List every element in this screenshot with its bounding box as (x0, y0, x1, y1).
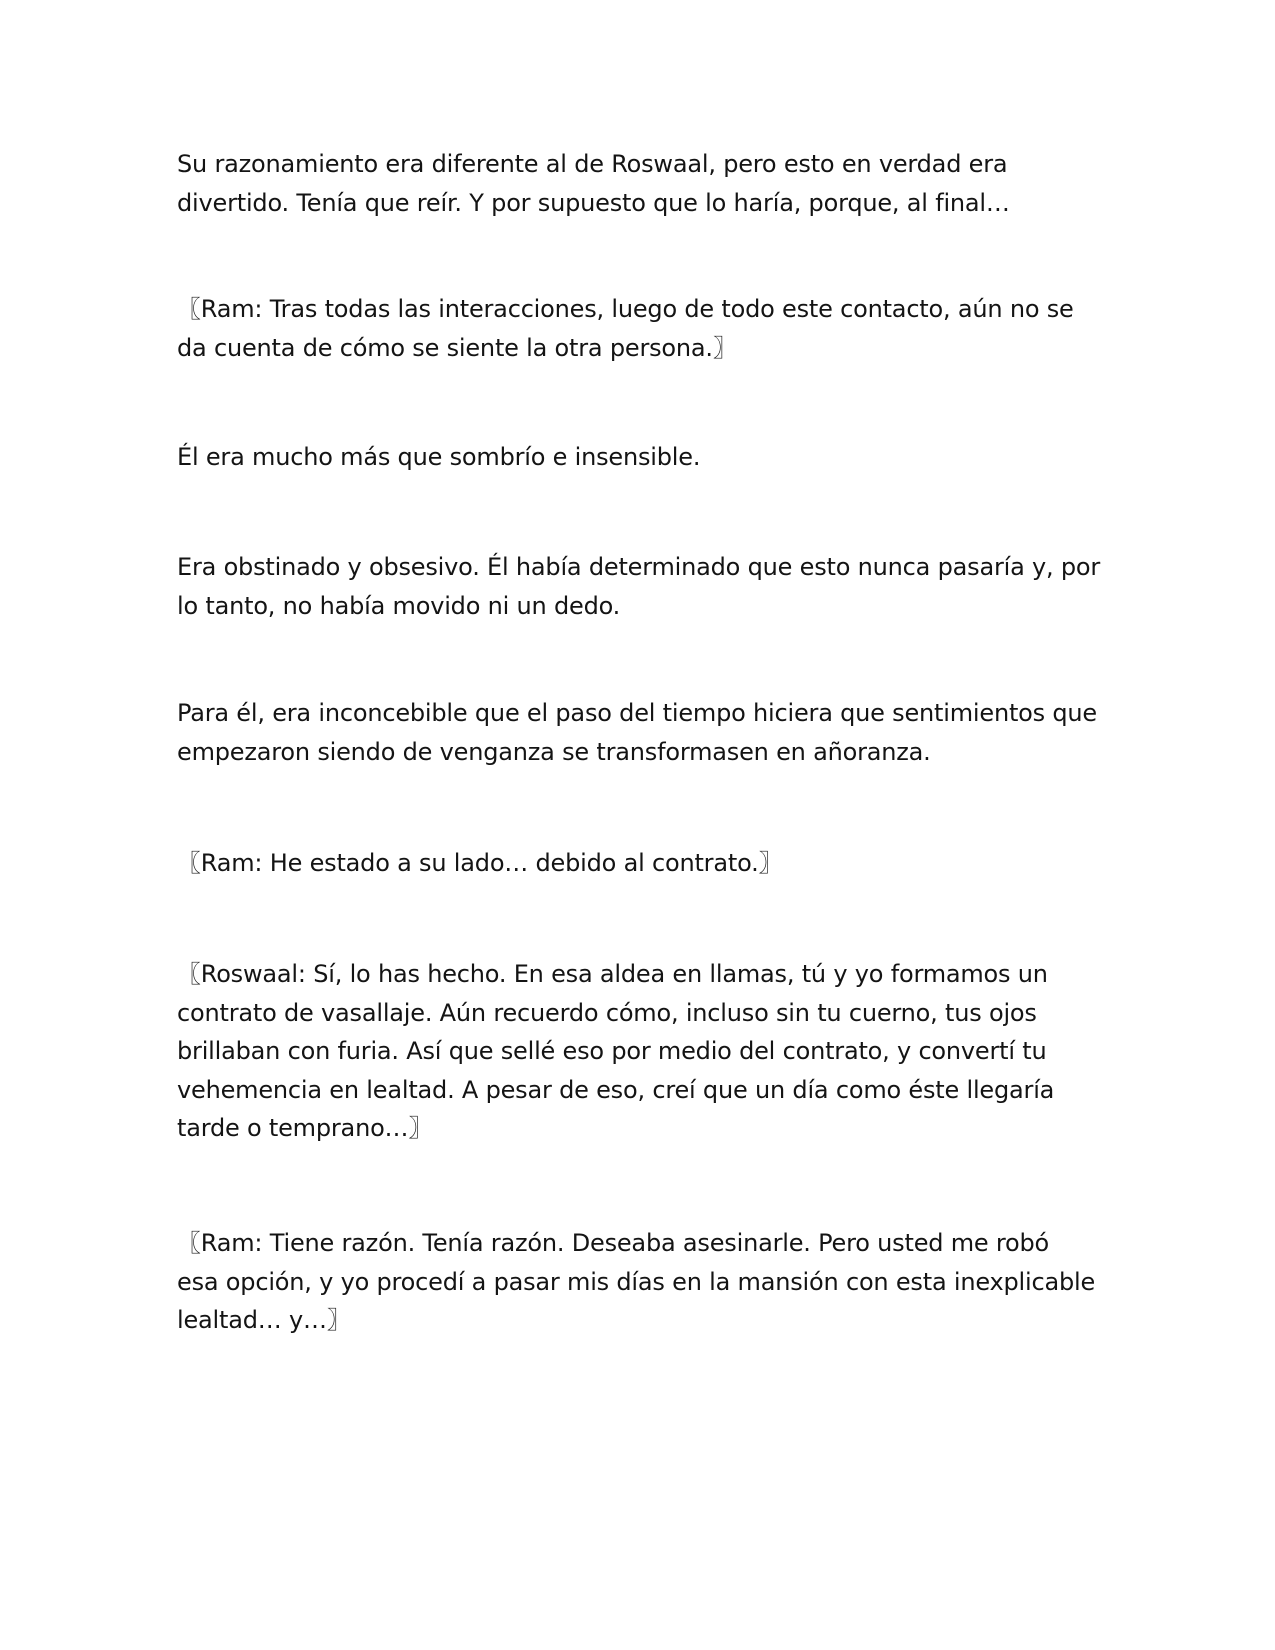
text-line: Para él, era inconcebible que el paso del tiempo hiciera que sentimientos que (177, 699, 1097, 727)
text-line: 〖Roswaal: Sí, lo has hecho. En esa aldea en llamas, tú y yo formamos un (177, 960, 1048, 988)
text-line: divertido. Tenía que reír. Y por supuesto que lo haría, porque, al final… (177, 188, 1010, 217)
text-line: Era obstinado y obsesivo. Él había determinado que esto nunca pasaría y, por (177, 553, 1101, 581)
text-line: da cuenta de cómo se siente la otra persona.〗 (177, 333, 737, 362)
text-line: esa opción, y yo procedí a pasar mis días en la mansión con esta inexplicable (177, 1267, 1096, 1296)
text-line: 〖Ram: Tiene razón. Tenía razón. Deseaba asesinarle. Pero usted me robó (177, 1229, 1050, 1257)
text-line: 〖Ram: Tras todas las interacciones, luego de todo este contacto, aún no se (177, 295, 1074, 323)
text-line: lealtad… y…〗 (177, 1306, 351, 1334)
text-line: Su razonamiento era diferente al de Roswaal, pero esto en verdad era (177, 150, 1008, 178)
text-line: 〖Ram: He estado a su lado… debido al contrato.〗 (177, 849, 783, 877)
paragraph-7-dialogue (177, 955, 1107, 1148)
text-line: tarde o temprano…〗 (177, 1114, 433, 1142)
paragraph-1 (177, 145, 1107, 222)
paragraph-2-dialogue (177, 290, 1107, 367)
paragraph-5 (177, 694, 1107, 771)
text-line: empezaron siendo de venganza se transformasen en añoranza. (177, 737, 931, 766)
paragraph-8-dialogue (177, 1224, 1107, 1340)
text-line: contrato de vasallaje. Aún recuerdo cómo, incluso sin tu cuerno, tus ojos (177, 998, 1037, 1027)
text-line: Él era mucho más que sombrío e insensible. (177, 443, 701, 471)
paragraph-4 (177, 548, 1107, 625)
text-line: lo tanto, no había movido ni un dedo. (177, 591, 621, 620)
paragraph-3 (177, 438, 1107, 477)
paragraph-6-dialogue (177, 844, 1107, 883)
text-line: vehemencia en lealtad. A pesar de eso, creí que un día como éste llegaría (177, 1075, 1055, 1104)
text-line: brillaban con furia. Así que sellé eso por medio del contrato, y convertí tu (177, 1037, 1047, 1065)
